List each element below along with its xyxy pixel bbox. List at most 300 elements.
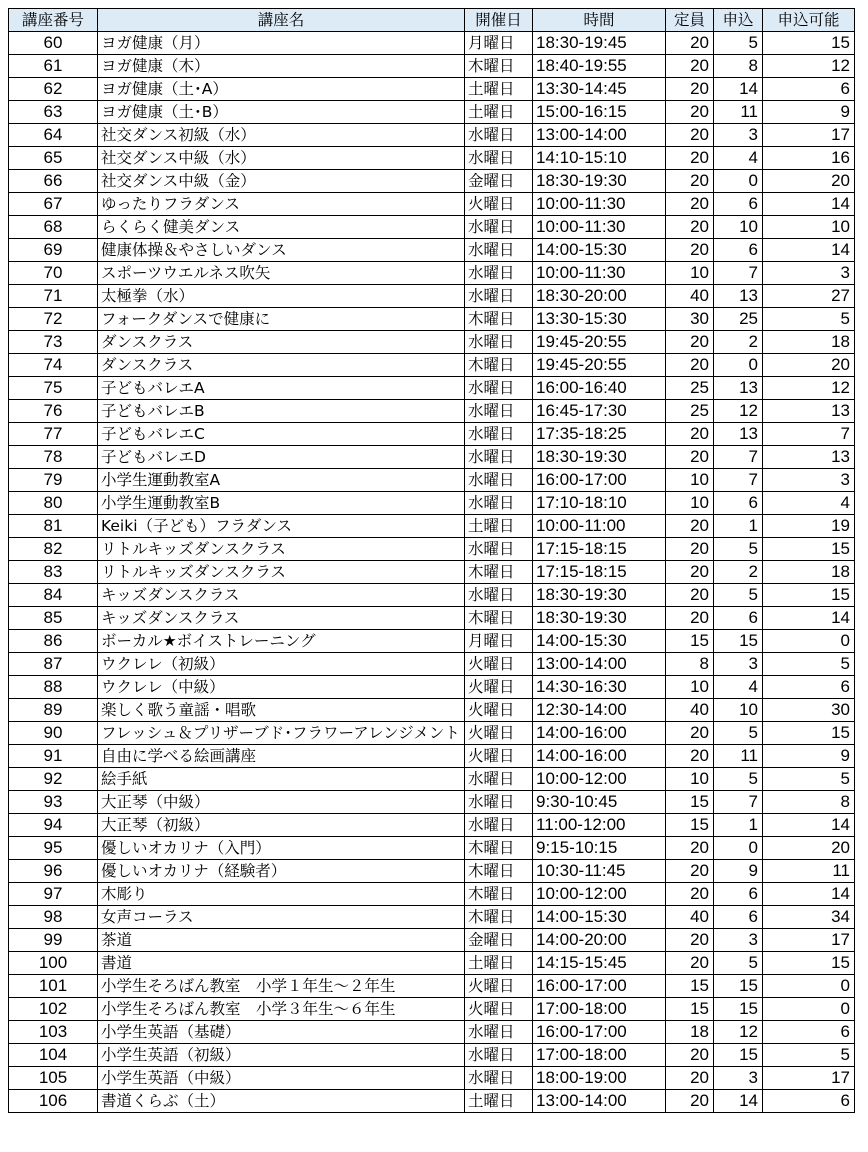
time-cell: 18:40-19:55 <box>533 55 666 78</box>
capacity-cell: 20 <box>666 584 714 607</box>
capacity-cell: 20 <box>666 354 714 377</box>
time-cell: 10:00-11:00 <box>533 515 666 538</box>
course-name-cell: 小学生英語（基礎） <box>98 1021 465 1044</box>
available-cell: 27 <box>763 285 855 308</box>
table-row <box>9 147 855 170</box>
course-name-cell: 子どもバレエB <box>98 400 465 423</box>
time-cell: 18:30-19:45 <box>533 32 666 55</box>
course-name-cell: ウクレレ（中級） <box>98 676 465 699</box>
day-cell: 火曜日 <box>465 193 533 216</box>
day-cell: 木曜日 <box>465 561 533 584</box>
table-row <box>9 676 855 699</box>
course-number-cell: 91 <box>9 745 98 768</box>
available-cell: 6 <box>763 78 855 101</box>
day-cell: 木曜日 <box>465 55 533 78</box>
table-row <box>9 55 855 78</box>
course-name-cell: 子どもバレエA <box>98 377 465 400</box>
table-row <box>9 538 855 561</box>
course-number-cell: 73 <box>9 331 98 354</box>
available-cell: 12 <box>763 55 855 78</box>
course-name-cell: ウクレレ（初級） <box>98 653 465 676</box>
time-cell: 14:00-16:00 <box>533 722 666 745</box>
course-name-cell: 自由に学べる絵画講座 <box>98 745 465 768</box>
table-row <box>9 883 855 906</box>
applied-cell: 1 <box>714 515 763 538</box>
day-cell: 水曜日 <box>465 124 533 147</box>
applied-cell: 3 <box>714 929 763 952</box>
capacity-cell: 20 <box>666 446 714 469</box>
time-cell: 16:00-16:40 <box>533 377 666 400</box>
applied-cell: 3 <box>714 124 763 147</box>
day-cell: 水曜日 <box>465 285 533 308</box>
time-cell: 14:00-15:30 <box>533 239 666 262</box>
course-name-cell: ヨガ健康（土･A） <box>98 78 465 101</box>
applied-cell: 13 <box>714 377 763 400</box>
applied-cell: 7 <box>714 791 763 814</box>
available-cell: 20 <box>763 354 855 377</box>
time-cell: 13:00-14:00 <box>533 653 666 676</box>
header-applied: 申込 <box>714 9 763 32</box>
day-cell: 木曜日 <box>465 607 533 630</box>
course-name-cell: フォークダンスで健康に <box>98 308 465 331</box>
day-cell: 水曜日 <box>465 239 533 262</box>
applied-cell: 13 <box>714 285 763 308</box>
available-cell: 14 <box>763 883 855 906</box>
course-number-cell: 82 <box>9 538 98 561</box>
course-name-cell: フレッシュ＆プリザーブド･フラワーアレンジメント <box>98 722 465 745</box>
day-cell: 木曜日 <box>465 308 533 331</box>
table-body <box>9 32 855 1113</box>
time-cell: 9:30-10:45 <box>533 791 666 814</box>
applied-cell: 5 <box>714 952 763 975</box>
applied-cell: 6 <box>714 607 763 630</box>
capacity-cell: 10 <box>666 492 714 515</box>
capacity-cell: 20 <box>666 1067 714 1090</box>
available-cell: 13 <box>763 446 855 469</box>
course-number-cell: 95 <box>9 837 98 860</box>
course-name-cell: リトルキッズダンスクラス <box>98 538 465 561</box>
course-name-cell: 絵手紙 <box>98 768 465 791</box>
course-table-container <box>8 8 855 1113</box>
header-day: 開催日 <box>465 9 533 32</box>
course-name-cell: 優しいオカリナ（入門） <box>98 837 465 860</box>
table-row <box>9 860 855 883</box>
time-cell: 10:00-11:30 <box>533 262 666 285</box>
capacity-cell: 20 <box>666 101 714 124</box>
time-cell: 13:00-14:00 <box>533 124 666 147</box>
course-name-cell: ゆったりフラダンス <box>98 193 465 216</box>
table-row <box>9 239 855 262</box>
capacity-cell: 20 <box>666 929 714 952</box>
day-cell: 水曜日 <box>465 768 533 791</box>
available-cell: 3 <box>763 262 855 285</box>
day-cell: 土曜日 <box>465 78 533 101</box>
course-number-cell: 80 <box>9 492 98 515</box>
applied-cell: 11 <box>714 745 763 768</box>
header-course-number: 講座番号 <box>9 9 98 32</box>
table-row <box>9 124 855 147</box>
table-row <box>9 492 855 515</box>
available-cell: 14 <box>763 239 855 262</box>
time-cell: 10:00-12:00 <box>533 883 666 906</box>
day-cell: 水曜日 <box>465 492 533 515</box>
time-cell: 10:30-11:45 <box>533 860 666 883</box>
table-row <box>9 515 855 538</box>
capacity-cell: 20 <box>666 860 714 883</box>
available-cell: 19 <box>763 515 855 538</box>
available-cell: 17 <box>763 124 855 147</box>
time-cell: 18:30-20:00 <box>533 285 666 308</box>
course-name-cell: 小学生英語（中級） <box>98 1067 465 1090</box>
time-cell: 14:10-15:10 <box>533 147 666 170</box>
course-number-cell: 68 <box>9 216 98 239</box>
capacity-cell: 20 <box>666 423 714 446</box>
capacity-cell: 30 <box>666 308 714 331</box>
table-row <box>9 101 855 124</box>
capacity-cell: 20 <box>666 239 714 262</box>
course-number-cell: 74 <box>9 354 98 377</box>
day-cell: 火曜日 <box>465 676 533 699</box>
course-number-cell: 77 <box>9 423 98 446</box>
day-cell: 土曜日 <box>465 515 533 538</box>
course-name-cell: Keiki（子ども）フラダンス <box>98 515 465 538</box>
course-name-cell: 小学生運動教室A <box>98 469 465 492</box>
applied-cell: 10 <box>714 699 763 722</box>
course-number-cell: 66 <box>9 170 98 193</box>
table-row <box>9 745 855 768</box>
applied-cell: 1 <box>714 814 763 837</box>
course-name-cell: 社交ダンス中級（金） <box>98 170 465 193</box>
course-number-cell: 79 <box>9 469 98 492</box>
capacity-cell: 15 <box>666 630 714 653</box>
time-cell: 17:15-18:15 <box>533 561 666 584</box>
applied-cell: 6 <box>714 239 763 262</box>
course-name-cell: キッズダンスクラス <box>98 584 465 607</box>
available-cell: 14 <box>763 193 855 216</box>
capacity-cell: 20 <box>666 952 714 975</box>
time-cell: 19:45-20:55 <box>533 331 666 354</box>
course-number-cell: 86 <box>9 630 98 653</box>
course-number-cell: 98 <box>9 906 98 929</box>
applied-cell: 5 <box>714 538 763 561</box>
available-cell: 7 <box>763 423 855 446</box>
course-number-cell: 92 <box>9 768 98 791</box>
time-cell: 18:00-19:00 <box>533 1067 666 1090</box>
table-row <box>9 1090 855 1113</box>
available-cell: 0 <box>763 630 855 653</box>
time-cell: 14:00-15:30 <box>533 630 666 653</box>
applied-cell: 5 <box>714 584 763 607</box>
day-cell: 水曜日 <box>465 423 533 446</box>
day-cell: 水曜日 <box>465 400 533 423</box>
day-cell: 土曜日 <box>465 101 533 124</box>
applied-cell: 6 <box>714 193 763 216</box>
capacity-cell: 25 <box>666 377 714 400</box>
applied-cell: 25 <box>714 308 763 331</box>
course-name-cell: 書道くらぶ（土） <box>98 1090 465 1113</box>
course-number-cell: 62 <box>9 78 98 101</box>
course-number-cell: 101 <box>9 975 98 998</box>
available-cell: 30 <box>763 699 855 722</box>
course-name-cell: 女声コーラス <box>98 906 465 929</box>
applied-cell: 5 <box>714 768 763 791</box>
available-cell: 9 <box>763 745 855 768</box>
table-row <box>9 469 855 492</box>
day-cell: 火曜日 <box>465 975 533 998</box>
day-cell: 土曜日 <box>465 1090 533 1113</box>
time-cell: 16:00-17:00 <box>533 975 666 998</box>
course-name-cell: スポーツウエルネス吹矢 <box>98 262 465 285</box>
time-cell: 15:00-16:15 <box>533 101 666 124</box>
capacity-cell: 20 <box>666 515 714 538</box>
applied-cell: 7 <box>714 262 763 285</box>
table-row <box>9 308 855 331</box>
course-name-cell: ヨガ健康（土･B） <box>98 101 465 124</box>
table-row <box>9 377 855 400</box>
capacity-cell: 20 <box>666 883 714 906</box>
day-cell: 火曜日 <box>465 722 533 745</box>
time-cell: 11:00-12:00 <box>533 814 666 837</box>
applied-cell: 12 <box>714 400 763 423</box>
course-name-cell: 書道 <box>98 952 465 975</box>
applied-cell: 5 <box>714 722 763 745</box>
available-cell: 18 <box>763 561 855 584</box>
course-name-cell: 小学生そろばん教室 小学３年生～６年生 <box>98 998 465 1021</box>
applied-cell: 14 <box>714 78 763 101</box>
course-name-cell: 子どもバレエC <box>98 423 465 446</box>
applied-cell: 0 <box>714 837 763 860</box>
available-cell: 10 <box>763 216 855 239</box>
course-name-cell: 小学生運動教室B <box>98 492 465 515</box>
course-number-cell: 103 <box>9 1021 98 1044</box>
time-cell: 10:00-11:30 <box>533 216 666 239</box>
header-available: 申込可能 <box>763 9 855 32</box>
course-name-cell: 大正琴（初級） <box>98 814 465 837</box>
day-cell: 水曜日 <box>465 791 533 814</box>
time-cell: 10:00-11:30 <box>533 193 666 216</box>
table-row <box>9 354 855 377</box>
course-name-cell: 木彫り <box>98 883 465 906</box>
course-name-cell: らくらく健美ダンス <box>98 216 465 239</box>
time-cell: 14:30-16:30 <box>533 676 666 699</box>
table-row <box>9 653 855 676</box>
capacity-cell: 20 <box>666 607 714 630</box>
course-number-cell: 75 <box>9 377 98 400</box>
time-cell: 13:30-15:30 <box>533 308 666 331</box>
time-cell: 18:30-19:30 <box>533 607 666 630</box>
applied-cell: 9 <box>714 860 763 883</box>
time-cell: 17:00-18:00 <box>533 998 666 1021</box>
time-cell: 10:00-12:00 <box>533 768 666 791</box>
day-cell: 火曜日 <box>465 745 533 768</box>
table-row <box>9 837 855 860</box>
table-row <box>9 699 855 722</box>
course-number-cell: 67 <box>9 193 98 216</box>
course-name-cell: 楽しく歌う童謡・唱歌 <box>98 699 465 722</box>
available-cell: 15 <box>763 722 855 745</box>
capacity-cell: 15 <box>666 791 714 814</box>
time-cell: 13:30-14:45 <box>533 78 666 101</box>
course-name-cell: 大正琴（中級） <box>98 791 465 814</box>
applied-cell: 0 <box>714 170 763 193</box>
capacity-cell: 20 <box>666 1044 714 1067</box>
capacity-cell: 10 <box>666 262 714 285</box>
course-number-cell: 100 <box>9 952 98 975</box>
applied-cell: 2 <box>714 561 763 584</box>
available-cell: 6 <box>763 676 855 699</box>
table-row <box>9 331 855 354</box>
course-number-cell: 78 <box>9 446 98 469</box>
table-row <box>9 400 855 423</box>
available-cell: 11 <box>763 860 855 883</box>
course-number-cell: 65 <box>9 147 98 170</box>
day-cell: 月曜日 <box>465 630 533 653</box>
course-number-cell: 88 <box>9 676 98 699</box>
table-row <box>9 607 855 630</box>
available-cell: 9 <box>763 101 855 124</box>
course-name-cell: ヨガ健康（木） <box>98 55 465 78</box>
course-number-cell: 81 <box>9 515 98 538</box>
available-cell: 15 <box>763 584 855 607</box>
table-row <box>9 998 855 1021</box>
course-name-cell: 太極拳（水） <box>98 285 465 308</box>
table-row <box>9 952 855 975</box>
available-cell: 18 <box>763 331 855 354</box>
course-name-cell: 茶道 <box>98 929 465 952</box>
course-number-cell: 93 <box>9 791 98 814</box>
capacity-cell: 20 <box>666 124 714 147</box>
applied-cell: 10 <box>714 216 763 239</box>
course-number-cell: 69 <box>9 239 98 262</box>
time-cell: 14:00-15:30 <box>533 906 666 929</box>
course-number-cell: 87 <box>9 653 98 676</box>
applied-cell: 3 <box>714 1067 763 1090</box>
day-cell: 木曜日 <box>465 860 533 883</box>
header-course-name: 講座名 <box>98 9 465 32</box>
course-name-cell: ヨガ健康（月） <box>98 32 465 55</box>
day-cell: 水曜日 <box>465 377 533 400</box>
available-cell: 17 <box>763 929 855 952</box>
day-cell: 木曜日 <box>465 354 533 377</box>
table-row <box>9 1067 855 1090</box>
applied-cell: 4 <box>714 147 763 170</box>
capacity-cell: 20 <box>666 837 714 860</box>
available-cell: 14 <box>763 814 855 837</box>
capacity-cell: 20 <box>666 32 714 55</box>
applied-cell: 6 <box>714 492 763 515</box>
course-name-cell: 社交ダンス中級（水） <box>98 147 465 170</box>
day-cell: 水曜日 <box>465 1067 533 1090</box>
available-cell: 12 <box>763 377 855 400</box>
capacity-cell: 20 <box>666 561 714 584</box>
course-name-cell: 小学生英語（初級） <box>98 1044 465 1067</box>
capacity-cell: 20 <box>666 745 714 768</box>
available-cell: 34 <box>763 906 855 929</box>
table-row <box>9 791 855 814</box>
applied-cell: 13 <box>714 423 763 446</box>
capacity-cell: 20 <box>666 55 714 78</box>
table-row <box>9 906 855 929</box>
time-cell: 16:45-17:30 <box>533 400 666 423</box>
available-cell: 5 <box>763 653 855 676</box>
day-cell: 木曜日 <box>465 883 533 906</box>
course-name-cell: 社交ダンス初級（水） <box>98 124 465 147</box>
applied-cell: 15 <box>714 998 763 1021</box>
table-row <box>9 768 855 791</box>
available-cell: 15 <box>763 538 855 561</box>
available-cell: 17 <box>763 1067 855 1090</box>
course-number-cell: 61 <box>9 55 98 78</box>
day-cell: 水曜日 <box>465 446 533 469</box>
capacity-cell: 8 <box>666 653 714 676</box>
capacity-cell: 15 <box>666 998 714 1021</box>
course-name-cell: 優しいオカリナ（経験者） <box>98 860 465 883</box>
day-cell: 火曜日 <box>465 998 533 1021</box>
time-cell: 18:30-19:30 <box>533 584 666 607</box>
day-cell: 水曜日 <box>465 147 533 170</box>
day-cell: 月曜日 <box>465 32 533 55</box>
table-row <box>9 1044 855 1067</box>
time-cell: 17:10-18:10 <box>533 492 666 515</box>
day-cell: 木曜日 <box>465 906 533 929</box>
course-name-cell: キッズダンスクラス <box>98 607 465 630</box>
course-number-cell: 84 <box>9 584 98 607</box>
table-row <box>9 423 855 446</box>
capacity-cell: 20 <box>666 1090 714 1113</box>
course-number-cell: 105 <box>9 1067 98 1090</box>
capacity-cell: 15 <box>666 975 714 998</box>
course-number-cell: 71 <box>9 285 98 308</box>
time-cell: 16:00-17:00 <box>533 1021 666 1044</box>
course-number-cell: 76 <box>9 400 98 423</box>
capacity-cell: 15 <box>666 814 714 837</box>
course-number-cell: 106 <box>9 1090 98 1113</box>
applied-cell: 2 <box>714 331 763 354</box>
table-row <box>9 216 855 239</box>
course-name-cell: 子どもバレエD <box>98 446 465 469</box>
time-cell: 18:30-19:30 <box>533 170 666 193</box>
capacity-cell: 10 <box>666 469 714 492</box>
table-row <box>9 929 855 952</box>
header-time: 時間 <box>533 9 666 32</box>
available-cell: 20 <box>763 170 855 193</box>
capacity-cell: 40 <box>666 285 714 308</box>
time-cell: 17:35-18:25 <box>533 423 666 446</box>
capacity-cell: 20 <box>666 331 714 354</box>
available-cell: 5 <box>763 768 855 791</box>
available-cell: 5 <box>763 1044 855 1067</box>
applied-cell: 15 <box>714 975 763 998</box>
day-cell: 水曜日 <box>465 814 533 837</box>
day-cell: 火曜日 <box>465 699 533 722</box>
day-cell: 水曜日 <box>465 216 533 239</box>
capacity-cell: 20 <box>666 170 714 193</box>
time-cell: 19:45-20:55 <box>533 354 666 377</box>
day-cell: 水曜日 <box>465 1044 533 1067</box>
course-number-cell: 97 <box>9 883 98 906</box>
time-cell: 9:15-10:15 <box>533 837 666 860</box>
course-number-cell: 85 <box>9 607 98 630</box>
day-cell: 土曜日 <box>465 952 533 975</box>
capacity-cell: 10 <box>666 768 714 791</box>
capacity-cell: 20 <box>666 78 714 101</box>
time-cell: 16:00-17:00 <box>533 469 666 492</box>
course-number-cell: 83 <box>9 561 98 584</box>
header-capacity: 定員 <box>666 9 714 32</box>
applied-cell: 7 <box>714 446 763 469</box>
course-name-cell: ダンスクラス <box>98 331 465 354</box>
applied-cell: 5 <box>714 32 763 55</box>
